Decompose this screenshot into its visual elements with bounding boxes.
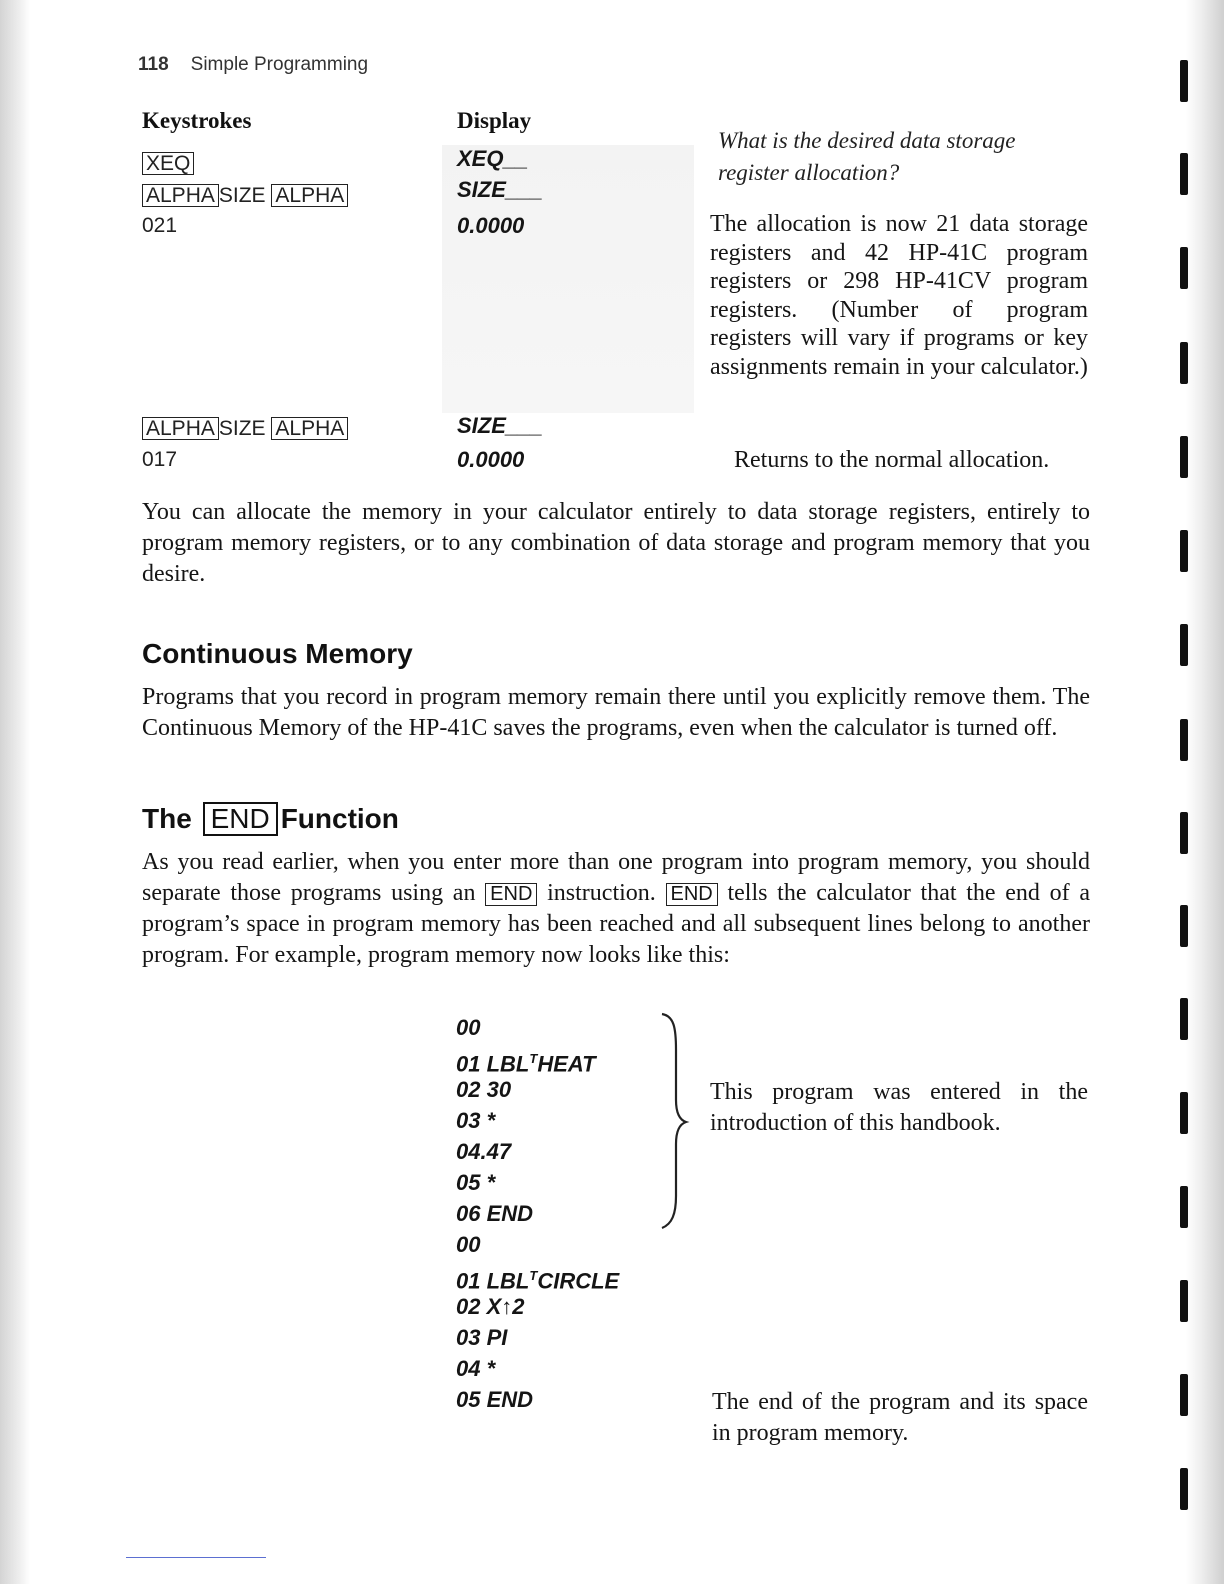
curly-brace — [652, 1010, 692, 1232]
end-text-part-3: tells the calculator that the end of a program’s space in program memory has been reached and all subsequent lines belong to another program. For example, program memory now looks like this: — [142, 880, 1091, 968]
footnote-rule — [126, 1557, 266, 1558]
display-row-2: SIZE___ — [457, 177, 543, 202]
keystroke-row-3: 021 — [142, 214, 178, 237]
end-key: END — [203, 802, 278, 836]
keystrokes-column-header: Keystrokes — [142, 108, 252, 133]
end-text-part-1: As you read earlier, when you enter more than one program into program memory, you should separate those programs using an — [142, 849, 1090, 906]
page-edge-right — [1186, 0, 1224, 1584]
listing-line: 03 * — [456, 1108, 496, 1133]
end-text-part-2: instruction. — [547, 880, 656, 906]
heading-text-function: Function — [280, 803, 399, 834]
display-row-5: 0.0000 — [457, 447, 525, 472]
keystroke-row-4 — [142, 417, 348, 441]
page-number: 118 — [138, 54, 169, 75]
display-row-3: 0.0000 — [457, 213, 525, 238]
listing-line: 03 PI — [456, 1325, 508, 1350]
note-program-entered: This program was entered in the introduction of this handbook. — [710, 1079, 1088, 1136]
alpha-key: ALPHA — [142, 417, 219, 440]
keystroke-row-1 — [142, 152, 194, 176]
alpha-key: ALPHA — [271, 184, 348, 207]
paragraph-end-function — [142, 847, 1090, 971]
listing-line: 01 $LBL^TCIRCLE$ — [456, 1268, 620, 1294]
heading-continuous-memory: Continuous Memory — [142, 638, 413, 669]
display-column-header: Display — [457, 108, 532, 133]
listing-line: 04 * — [456, 1356, 496, 1381]
paragraph-allocate: You can allocate the memory in your calculator entirely to data storage registers, entirely to program memory registers, or to any combination of data storage and program memory that you desire. — [142, 499, 1090, 587]
keystroke-row-2 — [142, 184, 348, 208]
alpha-key: ALPHA — [142, 184, 219, 207]
heading-end-function — [142, 802, 399, 836]
section-title: Simple Programming — [190, 54, 369, 75]
size-text: SIZE — [218, 184, 266, 207]
end-key: END — [485, 883, 537, 906]
display-row-1: XEQ__ — [457, 146, 528, 171]
heading-text-the: The — [142, 803, 192, 834]
paragraph-continuous-memory: Programs that you record in program memory remain there until you explicitly remove them. The Continuous Memory of the HP-41C saves the programs, even when the calculator is turned off. — [142, 684, 1090, 741]
listing-line: 02 30 — [456, 1077, 512, 1102]
size-text: SIZE — [218, 417, 266, 440]
listing-line: 01 $LBL^THEAT$ — [456, 1051, 596, 1077]
listing-line: 02 X↑2 — [456, 1294, 525, 1319]
listing-line: 05 * — [456, 1170, 496, 1195]
alpha-key: ALPHA — [271, 417, 348, 440]
listing-line: 05 END — [456, 1387, 534, 1412]
xeq-key: XEQ — [142, 152, 194, 175]
listing-line: 00 — [456, 1232, 481, 1257]
note-question: What is the desired data storage register allocation? — [718, 128, 1016, 185]
keystroke-row-5: 017 — [142, 448, 178, 471]
note-allocation: The allocation is now 21 data storage registers and 42 HP-41C program registers or 298 HP-41CV program registers. (Number of program registers will vary if programs or key assignments remain in your calculator.) — [710, 211, 1088, 380]
listing-line: 00 — [456, 1015, 481, 1040]
page-edge-left — [0, 0, 30, 1584]
running-head — [138, 54, 368, 76]
note-end-of-program: The end of the program and its space in program memory. — [712, 1389, 1088, 1446]
display-row-4: SIZE___ — [457, 413, 543, 438]
listing-line: 06 END — [456, 1201, 534, 1226]
program-listing — [456, 1012, 619, 1415]
end-key: END — [666, 883, 718, 906]
listing-line: 04.47 — [456, 1139, 512, 1164]
note-returns: Returns to the normal allocation. — [734, 447, 1050, 473]
